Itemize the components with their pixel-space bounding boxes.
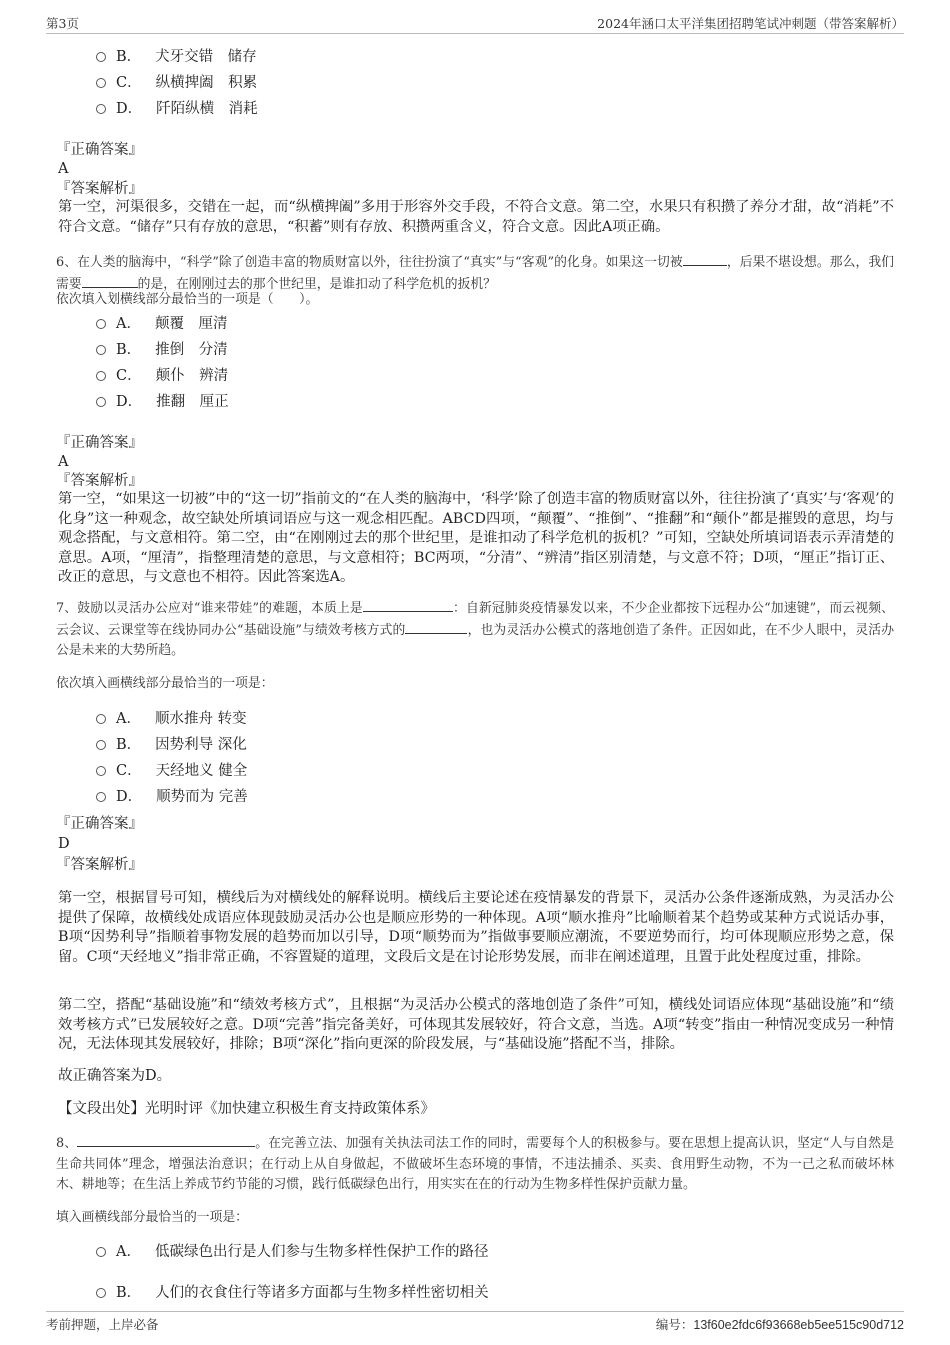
page-footer [46, 1315, 904, 1333]
q5-option-c[interactable]: C． 纵横捭阖 积累 [96, 72, 257, 94]
q7-analysis-paragraph-1: 第一空，根据冒号可知，横线后为对横线处的解释说明。横线后主要论述在疫情暴发的背景下，灵活办公条件逐渐成熟，为灵活办公提供了保障，故横线处成语应体现鼓励灵活办公也是顺应形势的一种体现。A项“顺水推舟”比喻顺着某个趋势或某种方式说话办事，B项“因势利导”指顺着事物发展的趋势而加以引导，D项“顺势而为”指做事要顺应潮流，不要逆势而行，均可体现顺应形势之意，保留。C项“天经地义”指非常正确，不容置疑的道理，文段后文是在讨论形势发展，而非在阐述道理，且置于此处程度过重，排除。 [58, 890, 894, 965]
q6-analysis-label: 『答案解析』 [56, 473, 143, 489]
blank-line [77, 1133, 255, 1147]
radio-icon[interactable] [96, 740, 106, 750]
q7-option-d[interactable]: D． 顺势而为 完善 [96, 786, 248, 808]
q6-option-d[interactable]: D． 推翻 厘正 [96, 391, 229, 413]
q6-prompt: 依次填入划横线部分最恰当的一项是（ ）。 [56, 292, 319, 307]
radio-icon[interactable] [96, 319, 106, 329]
radio-icon[interactable] [96, 397, 106, 407]
q6-answer: A [58, 454, 69, 470]
q5-answer-label: 『正确答案』 [56, 142, 143, 158]
q5-option-d[interactable]: D． 阡陌纵横 消耗 [96, 98, 258, 120]
q7-option-a[interactable]: A． 顺水推舟 转变 [96, 708, 247, 730]
radio-icon[interactable] [96, 52, 106, 62]
q7-analysis-label: 『答案解析』 [56, 857, 143, 873]
document-title: 2024年涵口太平洋集团招聘笔试冲刺题（带答案解析） [597, 16, 904, 31]
q7-conclusion: 故正确答案为D。 [58, 1068, 172, 1084]
header-divider [46, 33, 904, 34]
q7-analysis-paragraph-2: 第二空，搭配“基础设施”和“绩效考核方式”，且根据“为灵活办公模式的落地创造了条件”可知，横线处词语应体现“基础设施”和“绩效考核方式”已发展较好之意。D项“完善”指完备美好，可体现其发展较好，符合文意，当选。A项“转变”指由一种情况变成另一种情况，无法体现其发展较好，排除；B项“深化”指向更深的阶段发展，与“基础设施”搭配不当，排除。 [58, 997, 894, 1052]
q6-option-b[interactable]: B． 推倒 分清 [96, 339, 228, 361]
blank-line [405, 620, 467, 634]
footer-divider [46, 1311, 904, 1312]
q8-option-b[interactable]: B． 人们的衣食住行等诸多方面都与生物多样性密切相关 [96, 1282, 489, 1304]
radio-icon[interactable] [96, 714, 106, 724]
blank-line [683, 252, 727, 266]
footer-slogan: 考前押题，上岸必备 [46, 1317, 159, 1332]
page-number: 第3页 [46, 16, 79, 31]
q6-analysis: 第一空，“如果这一切被”中的“这一切”指前文的“在人类的脑海中，‘科学’除了创造丰富的物质财富以外，往往扮演了‘真实’与‘客观’的化身”这一种观念，故空缺处所填词语应与这一观念相匹配。ABCD四项，“颠覆”、“推倒”、“推翻”和“颠仆”都是摧毁的意思，均与观念搭配，与文意相符。第二空，由“在刚刚过去的那个世纪里，是谁扣动了科学危机的扳机？”可知，空缺处所填词语表示弄清楚的意思。A项，“厘清”，指整理清楚的意思，与文意相符；BC两项，“分清”、“辨清”指区别清楚，与文意不符；D项，“厘正”指订正、改正的意思，与文意也不相符。因此答案选A。 [58, 491, 894, 585]
blank-line [363, 598, 453, 612]
q7-prompt: 依次填入画横线部分最恰当的一项是： [56, 676, 274, 691]
q7-answer: D [58, 836, 70, 852]
q7-answer-label: 『正确答案』 [56, 816, 143, 832]
blank-line [82, 274, 138, 288]
radio-icon[interactable] [96, 766, 106, 776]
radio-icon[interactable] [96, 1288, 106, 1298]
q6-stem: 6、在人类的脑海中，“科学”除了创造丰富的物质财富以外，往往扮演了“真实”与“客观”的化身。如果这一切被 ，后果不堪设想。那么，我们需要 的是，在刚刚过去的那个世纪里，是谁扣动了科学危机的扳机？ [56, 252, 894, 295]
q5-analysis: 第一空，河渠很多，交错在一起，而“纵横捭阖”多用于形容外交手段，不符合文意。第二空，水果只有积攒了养分才甜，故“消耗”不符合文意。“储存”只有存放的意思，“积蓄”则有存放、积攒两重含义，符合文意。因此A项正确。 [58, 199, 894, 235]
q7-option-b[interactable]: B． 因势利导 深化 [96, 734, 247, 756]
q7-option-c[interactable]: C． 天经地义 健全 [96, 760, 247, 782]
q6-option-a[interactable]: A． 颠覆 厘清 [96, 313, 227, 335]
q6-option-c[interactable]: C． 颠仆 辨清 [96, 365, 228, 387]
q8-stem: 8、 。在完善立法、加强有关执法司法工作的同时，需要每个人的积极参与。要在思想上提高认识，坚定“人与自然是生命共同体”理念，增强法治意识；在行动上从自身做起，不做破坏生态环境的事情，不违法捕杀、买卖、食用野生动物，不为一己之私而破坏林木、耕地等；在生活上养成节约节能的习惯，践行低碳绿色出行，用实实在在的行动为生物多样性保护贡献力量。 [56, 1133, 894, 1196]
q5-analysis-label: 『答案解析』 [56, 181, 143, 197]
q8-prompt: 填入画横线部分最恰当的一项是： [56, 1210, 248, 1225]
radio-icon[interactable] [96, 104, 106, 114]
page-header [46, 14, 904, 34]
radio-icon[interactable] [96, 78, 106, 88]
q6-answer-label: 『正确答案』 [56, 435, 143, 451]
radio-icon[interactable] [96, 792, 106, 802]
q5-option-b[interactable]: B． 犬牙交错 储存 [96, 46, 257, 68]
q7-source: 【文段出处】光明时评《加快建立积极生育支持政策体系》 [58, 1101, 435, 1117]
document-code: 编号：13f60e2fdc6f93668eb5ee515c90d712 [655, 1317, 904, 1332]
q5-answer: A [58, 161, 69, 177]
q7-stem: 7、鼓励以灵活办公应对“谁来带娃”的难题，本质上是 ：自新冠肺炎疫情暴发以来，不少企业都按下远程办公“加速键”，而云视频、云会议、云课堂等在线协同办公“基础设施”与绩效考核方式的 ，也为灵活办公模式的落地创造了条件。正因如此，在不少人眼中，灵活办公是未来的大势所趋。 [56, 598, 894, 662]
radio-icon[interactable] [96, 371, 106, 381]
radio-icon[interactable] [96, 345, 106, 355]
radio-icon[interactable] [96, 1247, 106, 1257]
q8-option-a[interactable]: A． 低碳绿色出行是人们参与生物多样性保护工作的路径 [96, 1241, 488, 1263]
